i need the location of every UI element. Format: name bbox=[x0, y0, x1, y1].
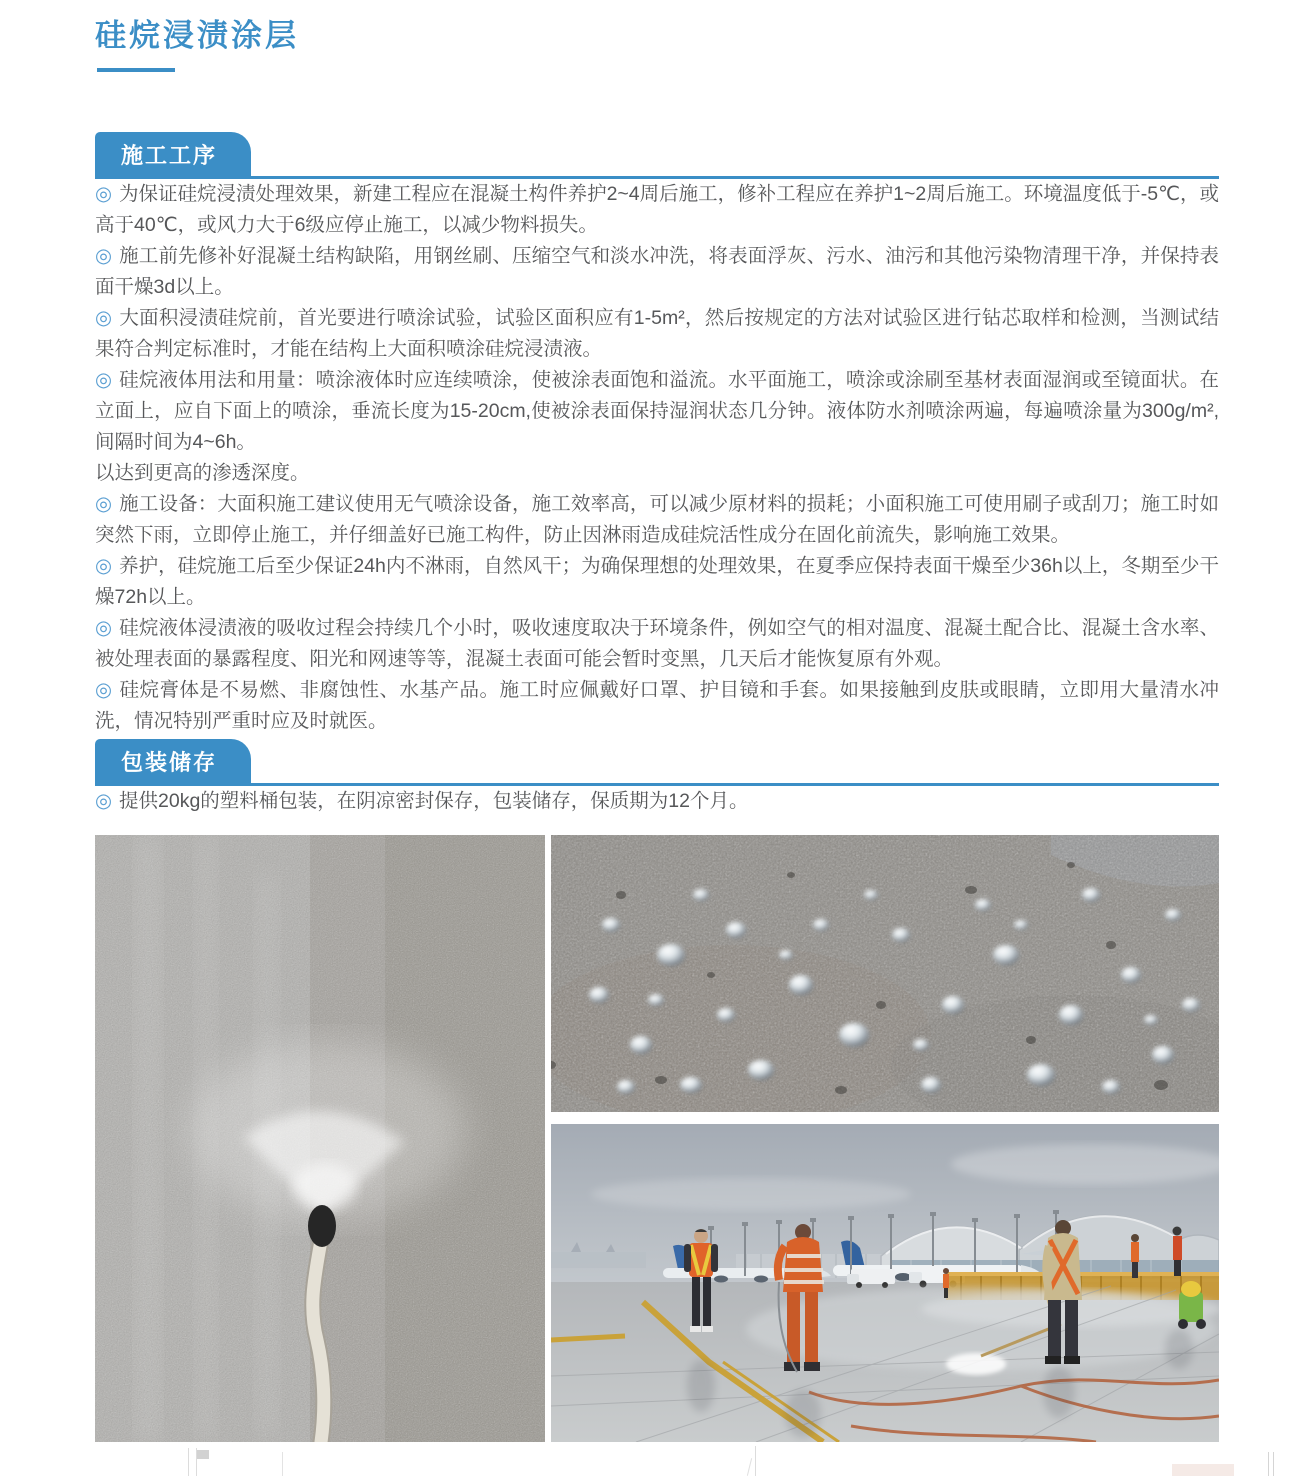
procedure-text: 硅烷液体用法和用量：喷涂液体时应连续喷涂，使被涂表面饱和溢流。水平面施工，喷涂或涂刷至基材表面湿润或至镜面状。在立面上，应自下面上的喷涂，垂流长度为15-20cm,使被涂表面保持湿润状态几分钟。液体防水剂喷涂两遍，每遍喷涂量为300g/m²,间隔时间为4~6h。 bbox=[95, 369, 1219, 453]
procedure-item bbox=[95, 489, 1219, 551]
page-bottom-artifact bbox=[747, 1458, 752, 1476]
title-underline bbox=[97, 68, 175, 72]
procedure-text: 以达到更高的渗透深度。 bbox=[95, 462, 310, 484]
bullet-icon: ◎ bbox=[95, 369, 113, 391]
page-bottom-artifact bbox=[197, 1450, 209, 1459]
packaging-item bbox=[95, 786, 1219, 817]
page-title: 硅烷浸渍涂层 bbox=[95, 18, 299, 53]
procedure-text: 养护，硅烷施工后至少保证24h内不淋雨，自然风干；为确保理想的处理效果，在夏季应保持表面干燥至少36h以上，冬期至少干燥72h以上。 bbox=[95, 555, 1219, 608]
page-bottom-artifact bbox=[1268, 1452, 1269, 1476]
airport-apron-illustration bbox=[551, 1124, 1219, 1442]
procedure-item bbox=[95, 675, 1219, 737]
packaging-text: 提供20kg的塑料桶包装，在阴凉密封保存，包装储存，保质期为12个月。 bbox=[119, 790, 749, 812]
page-bottom-artifact bbox=[188, 1448, 189, 1476]
procedure-text: 大面积浸渍硅烷前，首光要进行喷涂试验，试验区面积应有1-5m²，然后按规定的方法对试验区进行钻芯取样和检测，当测试结果符合判定标准时，才能在结构上大面积喷涂硅烷浸渍液。 bbox=[95, 307, 1220, 360]
bullet-icon: ◎ bbox=[95, 790, 113, 812]
procedure-item bbox=[95, 613, 1219, 675]
page-bottom-artifact bbox=[755, 1446, 756, 1476]
page-bottom-artifact bbox=[1273, 1452, 1274, 1476]
procedure-item bbox=[95, 551, 1219, 613]
spray-nozzle bbox=[308, 1205, 336, 1247]
photo-silane-spray-wall bbox=[95, 835, 545, 1442]
bullet-icon: ◎ bbox=[95, 679, 113, 701]
bullet-icon: ◎ bbox=[95, 307, 113, 329]
section-header-construction bbox=[95, 132, 1219, 179]
section-header-packaging bbox=[95, 739, 1219, 786]
procedure-item bbox=[95, 179, 1219, 241]
procedure-text: 硅烷液体浸渍液的吸收过程会持续几个小时，吸收速度取决于环境条件，例如空气的相对温度、混凝土配合比、混凝土含水率、被处理表面的暴露程度、阳光和网速等等，混凝土表面可能会暂时变黑，几天后才能恢复原有外观。 bbox=[95, 617, 1219, 670]
bullet-icon: ◎ bbox=[95, 183, 113, 205]
page-bottom-artifact bbox=[282, 1452, 283, 1476]
photo-airport-apron bbox=[551, 1124, 1219, 1442]
bullet-icon: ◎ bbox=[95, 555, 113, 577]
page-bottom-artifact bbox=[1172, 1464, 1234, 1476]
spray-wall-illustration bbox=[95, 835, 545, 1442]
bullet-icon: ◎ bbox=[95, 245, 113, 267]
procedure-text: 为保证硅烷浸渍处理效果，新建工程应在混凝土构件养护2~4周后施工，修补工程应在养护1~2周后施工。环境温度低于-5℃，或高于40℃，或风力大于6级应停止施工，以减少物料损失。 bbox=[95, 183, 1220, 236]
photo-water-beading bbox=[551, 835, 1219, 1112]
procedure-text: 施工设备：大面积施工建议使用无气喷涂设备，施工效率高，可以减少原材料的损耗；小面积施工可使用刷子或刮刀；施工时如突然下雨，立即停止施工，并仔细盖好已施工构件，防止因淋雨造成硅烷活性成分在固化前流失，影响施工效果。 bbox=[95, 493, 1219, 546]
procedure-item bbox=[95, 241, 1219, 303]
procedure-item-continuation bbox=[95, 458, 1219, 489]
water-beads-illustration bbox=[551, 835, 1219, 1112]
procedure-item bbox=[95, 365, 1219, 458]
procedure-item bbox=[95, 303, 1219, 365]
section-tab-construction: 施工工序 bbox=[95, 132, 251, 176]
packaging-storage-list bbox=[95, 786, 1219, 817]
procedure-text: 施工前先修补好混凝土结构缺陷，用钢丝刷、压缩空气和淡水冲洗，将表面浮灰、污水、油污和其他污染物清理干净，并保持表面干燥3d以上。 bbox=[95, 245, 1219, 298]
bullet-icon: ◎ bbox=[95, 493, 113, 515]
section-tab-packaging: 包装储存 bbox=[95, 739, 251, 783]
construction-procedure-list bbox=[95, 179, 1219, 737]
procedure-text: 硅烷膏体是不易燃、非腐蚀性、水基产品。施工时应佩戴好口罩、护目镜和手套。如果接触到皮肤或眼睛，立即用大量清水冲洗，情况特别严重时应及时就医。 bbox=[95, 679, 1219, 732]
bullet-icon: ◎ bbox=[95, 617, 113, 639]
